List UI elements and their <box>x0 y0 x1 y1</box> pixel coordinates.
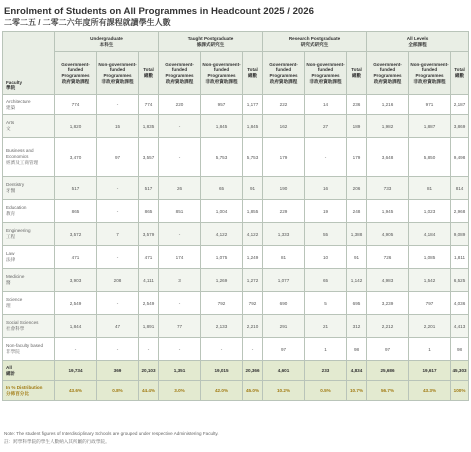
value-cell: 1,388 <box>347 223 367 246</box>
value-cell: 179 <box>263 138 305 177</box>
subheader-nongov-zh: 非政府資助課程 <box>309 78 342 84</box>
value-cell: 2,133 <box>201 315 243 338</box>
value-cell: 3,470 <box>55 138 97 177</box>
faculty-name-zh: 經濟及工商管理 <box>6 160 39 165</box>
faculty-name-zh: 工程 <box>6 234 16 239</box>
value-cell: - <box>159 292 201 315</box>
level-header-zh: 本科生 <box>99 41 114 47</box>
value-cell: 233 <box>305 361 347 381</box>
value-cell: 81 <box>409 177 451 200</box>
level-header-zh: 研究式研究生 <box>300 41 329 47</box>
value-cell: 1,333 <box>263 223 305 246</box>
value-cell: 208 <box>97 269 139 292</box>
value-cell: 4,413 <box>451 315 469 338</box>
faculty-cell <box>3 177 55 200</box>
value-cell: 5 <box>305 292 347 315</box>
value-cell: 1,835 <box>139 115 159 138</box>
value-cell: 6,525 <box>451 269 469 292</box>
subheader-total <box>243 52 263 95</box>
value-cell: 865 <box>139 200 159 223</box>
value-cell: 369 <box>97 361 139 381</box>
value-cell: 3,869 <box>451 115 469 138</box>
value-cell: 91 <box>347 246 367 269</box>
enrolment-table <box>2 31 469 401</box>
value-cell: 2,549 <box>55 292 97 315</box>
value-cell: 229 <box>263 200 305 223</box>
footnote-en: Note: The student figures of Interdisciplinary Schools are grouped under respective Administering Faculty. <box>4 431 219 436</box>
subheader-nongov-en: Non-government-funded Programmes <box>98 61 137 78</box>
value-cell: - <box>243 338 263 361</box>
value-cell: 162 <box>263 115 305 138</box>
value-cell: 1,142 <box>347 269 367 292</box>
value-cell: 5,753 <box>243 138 263 177</box>
value-cell: - <box>97 338 139 361</box>
value-cell: 1,269 <box>201 269 243 292</box>
faculty-name-en: Medicine <box>6 274 25 279</box>
value-cell: 3,557 <box>139 138 159 177</box>
value-cell: 1,811 <box>451 246 469 269</box>
table-row <box>3 200 469 223</box>
table-row <box>3 361 469 381</box>
value-cell: 2,549 <box>139 292 159 315</box>
value-cell: 15 <box>97 115 139 138</box>
value-cell: 4,122 <box>243 223 263 246</box>
table-row <box>3 95 469 115</box>
subheader-total-en: Total <box>454 67 465 73</box>
value-cell: 47 <box>97 315 139 338</box>
subheader-gov <box>263 52 305 95</box>
value-cell: 179 <box>347 138 367 177</box>
subheader-gov-zh: 政府資助課程 <box>373 78 402 84</box>
value-cell: 2,201 <box>409 315 451 338</box>
value-cell: 733 <box>367 177 409 200</box>
faculty-cell <box>3 361 55 381</box>
value-cell: 3.0% <box>159 381 201 401</box>
value-cell: 726 <box>367 246 409 269</box>
value-cell: 1,272 <box>243 269 263 292</box>
table-row <box>3 177 469 200</box>
value-cell: 16 <box>305 177 347 200</box>
value-cell: 3,648 <box>367 138 409 177</box>
value-cell: 77 <box>159 315 201 338</box>
level-header-en: All Levels <box>406 35 429 41</box>
value-cell: 91 <box>243 177 263 200</box>
faculty-name-zh: 理 <box>6 303 11 308</box>
value-cell: 1,216 <box>367 95 409 115</box>
value-cell: 3 <box>159 269 201 292</box>
value-cell: 1,004 <box>201 200 243 223</box>
subheader-total-zh: 總數 <box>454 73 465 78</box>
faculty-name-en: Dentistry <box>6 182 25 187</box>
subheader-gov-zh: 政府資助課程 <box>61 78 90 84</box>
value-cell: 1,077 <box>263 269 305 292</box>
value-cell: 206 <box>347 177 367 200</box>
value-cell: 4,184 <box>409 223 451 246</box>
value-cell: 56.7% <box>367 381 409 401</box>
table-row <box>3 246 469 269</box>
value-cell: 865 <box>55 200 97 223</box>
subheader-nongov <box>97 52 139 95</box>
faculty-name-en: Engineering <box>6 228 31 233</box>
enrolment-table-wrapper <box>2 31 468 401</box>
subheader-nongov-en: Non-government-funded Programmes <box>202 61 241 78</box>
value-cell: 4,601 <box>263 361 305 381</box>
value-cell: 222 <box>263 95 305 115</box>
value-cell: 220 <box>159 95 201 115</box>
value-cell: - <box>159 115 201 138</box>
value-cell: 9,089 <box>451 223 469 246</box>
value-cell: 9,498 <box>451 138 469 177</box>
value-cell: - <box>97 95 139 115</box>
faculty-name-zh: 非學院 <box>6 349 20 354</box>
subheader-total <box>139 52 159 95</box>
faculty-cell <box>3 115 55 138</box>
value-cell: - <box>97 200 139 223</box>
value-cell: 19 <box>305 200 347 223</box>
value-cell: 26 <box>159 177 201 200</box>
level-header <box>159 32 263 52</box>
subheader-gov-en: Government-funded Programmes <box>165 61 194 78</box>
value-cell: 3,572 <box>55 223 97 246</box>
value-cell: 98 <box>347 338 367 361</box>
value-cell: 42.0% <box>201 381 243 401</box>
faculty-name-en: Architecture <box>6 98 31 104</box>
faculty-name-en: Social Sciences <box>6 320 39 325</box>
value-cell: 1,177 <box>243 95 263 115</box>
value-cell: 10.2% <box>263 381 305 401</box>
value-cell: 25,686 <box>367 361 409 381</box>
table-row <box>3 138 469 177</box>
value-cell: 20,366 <box>243 361 263 381</box>
value-cell: 1,855 <box>243 200 263 223</box>
value-cell: 1,820 <box>55 115 97 138</box>
value-cell: 814 <box>451 177 469 200</box>
value-cell: 45,303 <box>451 361 469 381</box>
faculty-name-zh: 教育 <box>6 211 16 216</box>
subheader-nongov <box>201 52 243 95</box>
value-cell: 1,845 <box>201 115 243 138</box>
subheader-nongov-zh: 非政府資助課程 <box>205 78 238 84</box>
value-cell: 1,023 <box>409 200 451 223</box>
value-cell: 10.7% <box>347 381 367 401</box>
value-cell: 1,085 <box>409 246 451 269</box>
value-cell: 2,968 <box>451 200 469 223</box>
value-cell: 4,036 <box>451 292 469 315</box>
faculty-cell <box>3 292 55 315</box>
faculty-name-en: Business and Economics <box>6 148 34 159</box>
level-header-zh: 修課式研究生 <box>196 41 225 47</box>
faculty-cell <box>3 138 55 177</box>
faculty-name-zh: 總計 <box>6 370 16 376</box>
value-cell: 471 <box>55 246 97 269</box>
value-cell: 1 <box>409 338 451 361</box>
value-cell: - <box>159 138 201 177</box>
value-cell: 3,239 <box>367 292 409 315</box>
value-cell: 97 <box>263 338 305 361</box>
value-cell: 19,015 <box>201 361 243 381</box>
table-row <box>3 381 469 401</box>
value-cell: 100% <box>451 381 469 401</box>
value-cell: 1,542 <box>409 269 451 292</box>
value-cell: 517 <box>139 177 159 200</box>
table-row <box>3 223 469 246</box>
value-cell: 43.6% <box>55 381 97 401</box>
value-cell: 65 <box>201 177 243 200</box>
value-cell: 0.5% <box>305 381 347 401</box>
subheader-gov <box>367 52 409 95</box>
faculty-name-en: Education <box>6 205 27 210</box>
value-cell: 1,887 <box>409 115 451 138</box>
value-cell: 690 <box>263 292 305 315</box>
value-cell: 5,850 <box>409 138 451 177</box>
faculty-cell <box>3 338 55 361</box>
value-cell: 7 <box>97 223 139 246</box>
subheader-total-en: Total <box>351 67 362 73</box>
faculty-cell <box>3 200 55 223</box>
subheader-gov-en: Government-funded Programmes <box>373 61 402 78</box>
value-cell: 797 <box>409 292 451 315</box>
value-cell: 189 <box>347 115 367 138</box>
value-cell: 5,753 <box>201 138 243 177</box>
value-cell: 3,903 <box>55 269 97 292</box>
subheader-total-zh: 總數 <box>143 73 154 78</box>
subheader-gov-zh: 政府資助課程 <box>165 78 194 84</box>
subheader-nongov-en: Non-government-funded Programmes <box>410 61 449 78</box>
level-header-en: Taught Postgraduate <box>187 35 234 41</box>
value-cell: 1,945 <box>367 200 409 223</box>
table-row <box>3 115 469 138</box>
value-cell: - <box>159 223 201 246</box>
faculty-name-en: Science <box>6 297 23 302</box>
level-header-en: Research Postgraduate <box>288 35 341 41</box>
faculty-name-zh: 醫 <box>6 280 11 285</box>
value-cell: 291 <box>263 315 305 338</box>
table-row <box>3 269 469 292</box>
value-cell: 174 <box>159 246 201 269</box>
value-cell: 81 <box>263 246 305 269</box>
subheader-total-zh: 總數 <box>351 73 362 78</box>
value-cell: 4,122 <box>201 223 243 246</box>
faculty-name-zh: 分佈百分比 <box>6 390 29 396</box>
value-cell: 44.4% <box>139 381 159 401</box>
value-cell: 10 <box>305 246 347 269</box>
value-cell: - <box>305 138 347 177</box>
faculty-name-zh: 牙醫 <box>6 188 16 193</box>
value-cell: 4,111 <box>139 269 159 292</box>
value-cell: 957 <box>201 95 243 115</box>
table-body <box>3 95 469 401</box>
value-cell: 695 <box>347 292 367 315</box>
value-cell: 43.3% <box>409 381 451 401</box>
value-cell: 20,103 <box>139 361 159 381</box>
value-cell: 4,834 <box>347 361 367 381</box>
table-row <box>3 315 469 338</box>
value-cell: 1,249 <box>243 246 263 269</box>
level-header <box>263 32 367 52</box>
value-cell: 851 <box>159 200 201 223</box>
faculty-name-zh: 法律 <box>6 257 16 262</box>
faculty-cell <box>3 95 55 115</box>
faculty-name-zh: 建築 <box>6 104 16 110</box>
subheader-total <box>451 52 469 95</box>
subheader-total-en: Total <box>143 67 154 73</box>
value-cell: - <box>139 338 159 361</box>
subheader-total <box>347 52 367 95</box>
subheader-nongov <box>305 52 347 95</box>
value-cell: 1,075 <box>201 246 243 269</box>
faculty-name-en: Arts <box>6 120 15 125</box>
value-cell: 97 <box>367 338 409 361</box>
faculty-name-en: All <box>6 364 12 370</box>
value-cell: 14 <box>305 95 347 115</box>
value-cell: 2,187 <box>451 95 469 115</box>
faculty-header <box>3 32 55 95</box>
faculty-header-zh: 學院 <box>6 85 16 91</box>
value-cell: 517 <box>55 177 97 200</box>
faculty-name-zh: 文 <box>6 126 11 131</box>
faculty-cell <box>3 223 55 246</box>
value-cell: 1,891 <box>139 315 159 338</box>
value-cell: - <box>201 338 243 361</box>
subheader-total-en: Total <box>247 67 258 73</box>
value-cell: 312 <box>347 315 367 338</box>
page-title: Enrolment of Students on All Programmes in Headcount 2025 / 2026 <box>4 6 314 17</box>
value-cell: 4,905 <box>367 223 409 246</box>
value-cell: 21 <box>305 315 347 338</box>
level-header-en: Undergraduate <box>90 35 123 41</box>
value-cell: 2,210 <box>243 315 263 338</box>
value-cell: - <box>97 246 139 269</box>
value-cell: 98 <box>451 338 469 361</box>
value-cell: 0.8% <box>97 381 139 401</box>
value-cell: 19,734 <box>55 361 97 381</box>
value-cell: 971 <box>409 95 451 115</box>
value-cell: 1 <box>305 338 347 361</box>
value-cell: 97 <box>97 138 139 177</box>
subheader-gov <box>159 52 201 95</box>
level-header-zh: 全部課程 <box>408 41 427 47</box>
value-cell: 471 <box>139 246 159 269</box>
faculty-name-en: In % Distribution <box>6 384 43 390</box>
value-cell: 190 <box>263 177 305 200</box>
subheader-nongov-zh: 非政府資助課程 <box>101 78 134 84</box>
table-row <box>3 338 469 361</box>
value-cell: - <box>159 338 201 361</box>
level-header <box>55 32 159 52</box>
value-cell: - <box>97 177 139 200</box>
subheader-nongov <box>409 52 451 95</box>
value-cell: 65 <box>305 269 347 292</box>
value-cell: 27 <box>305 115 347 138</box>
footnote-zh: 註：跨學科學院的學生人數納入其所屬的行政學院。 <box>4 439 110 444</box>
value-cell: 1,982 <box>367 115 409 138</box>
value-cell: 19,617 <box>409 361 451 381</box>
table-header <box>3 32 469 95</box>
value-cell: 236 <box>347 95 367 115</box>
value-cell: 45.0% <box>243 381 263 401</box>
value-cell: 2,212 <box>367 315 409 338</box>
table-row <box>3 292 469 315</box>
faculty-name-en: Law <box>6 251 15 256</box>
value-cell: 792 <box>243 292 263 315</box>
subheader-gov-zh: 政府資助課程 <box>269 78 298 84</box>
value-cell: 774 <box>55 95 97 115</box>
value-cell: - <box>55 338 97 361</box>
value-cell: 55 <box>305 223 347 246</box>
faculty-cell <box>3 269 55 292</box>
subheader-gov <box>55 52 97 95</box>
faculty-cell <box>3 246 55 269</box>
faculty-cell <box>3 315 55 338</box>
value-cell: 1,845 <box>243 115 263 138</box>
faculty-header-en: Faculty <box>6 79 23 85</box>
faculty-name-en: Non-faculty based <box>6 343 44 348</box>
value-cell: 792 <box>201 292 243 315</box>
subheader-nongov-zh: 非政府資助課程 <box>413 78 446 84</box>
faculty-name-zh: 社會科學 <box>6 326 25 331</box>
value-cell: 1,844 <box>55 315 97 338</box>
level-header <box>367 32 469 52</box>
page-subtitle: 二零二五 / 二零二六年度所有課程就讀學生人數 <box>4 18 171 27</box>
value-cell: 3,579 <box>139 223 159 246</box>
value-cell: - <box>97 292 139 315</box>
faculty-cell <box>3 381 55 401</box>
subheader-total-zh: 總數 <box>247 73 258 78</box>
value-cell: 1,351 <box>159 361 201 381</box>
subheader-gov-en: Government-funded Programmes <box>269 61 298 78</box>
value-cell: 248 <box>347 200 367 223</box>
value-cell: 774 <box>139 95 159 115</box>
subheader-nongov-en: Non-government-funded Programmes <box>306 61 345 78</box>
subheader-gov-en: Government-funded Programmes <box>61 61 90 78</box>
value-cell: 4,983 <box>367 269 409 292</box>
